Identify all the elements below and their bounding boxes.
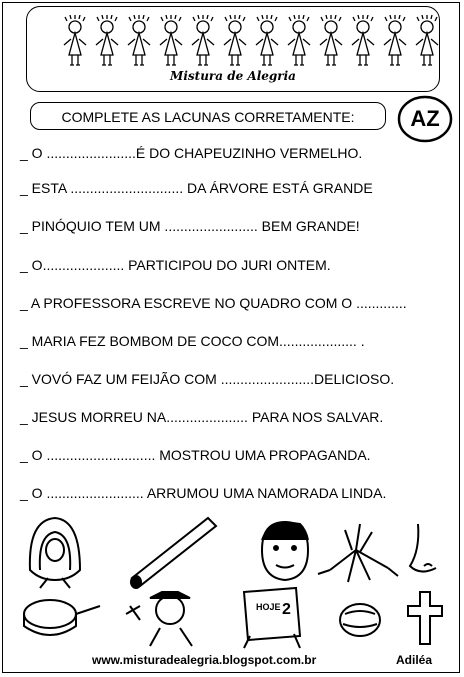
chalk-icon xyxy=(131,518,216,588)
picture-bank xyxy=(0,510,464,650)
instruction-box xyxy=(30,102,386,130)
hood-icon xyxy=(30,518,80,588)
sentence-4: _ O..................... PARTICIPOU DO JURI ONTEM. xyxy=(20,257,331,273)
girls-row-illustration xyxy=(61,15,457,71)
boy-face-icon xyxy=(262,522,308,580)
footer-website-link[interactable]: www.misturadealegria.blogspot.com.br xyxy=(92,653,317,667)
header-banner xyxy=(26,6,440,92)
sentence-5: _ A PROFESSORA ESCREVE NO QUADRO COM O ............. xyxy=(20,295,407,311)
sentence-3: _ PINÓQUIO TEM UM ........................ BEM GRANDE! xyxy=(20,218,360,234)
sentence-10: _ O ......................... ARRUMOU UMA NAMORADA LINDA. xyxy=(20,485,387,501)
sentence-9: _ O ............................ MOSTROU UMA PROPAGANDA. xyxy=(20,447,371,463)
svg-text:HOJE: HOJE xyxy=(256,602,281,612)
footer-author: Adiléa xyxy=(396,653,433,667)
sentence-7: _ VOVÓ FAZ UM FEIJÃO COM ........................DELICIOSO. xyxy=(20,371,395,387)
sentence-8: _ JESUS MORREU NA..................... PARA NOS SALVAR. xyxy=(20,409,384,425)
nose-icon xyxy=(410,524,436,572)
az-badge-text: AZ xyxy=(410,106,440,131)
sentence-2: _ ESTA ............................. DA ÁRVORE ESTÁ GRANDE xyxy=(20,180,373,196)
pan-icon xyxy=(24,600,100,635)
board-sign-icon xyxy=(244,588,300,648)
header-title: Mistura de Alegria xyxy=(170,69,296,83)
sentence-1: _ O .......................É DO CHAPEUZINHO VERMELHO. xyxy=(20,145,363,161)
cross-icon xyxy=(408,592,442,644)
instruction-text: COMPLETE AS LACUNAS CORRETAMENTE: xyxy=(61,109,355,125)
tree-root-icon xyxy=(318,524,398,582)
coconut-icon xyxy=(340,604,380,636)
sentence-6: _ MARIA FEZ BOMBOM DE COCO COM.................... . xyxy=(20,333,365,349)
judge-icon xyxy=(126,592,192,646)
svg-text:2: 2 xyxy=(282,601,291,618)
